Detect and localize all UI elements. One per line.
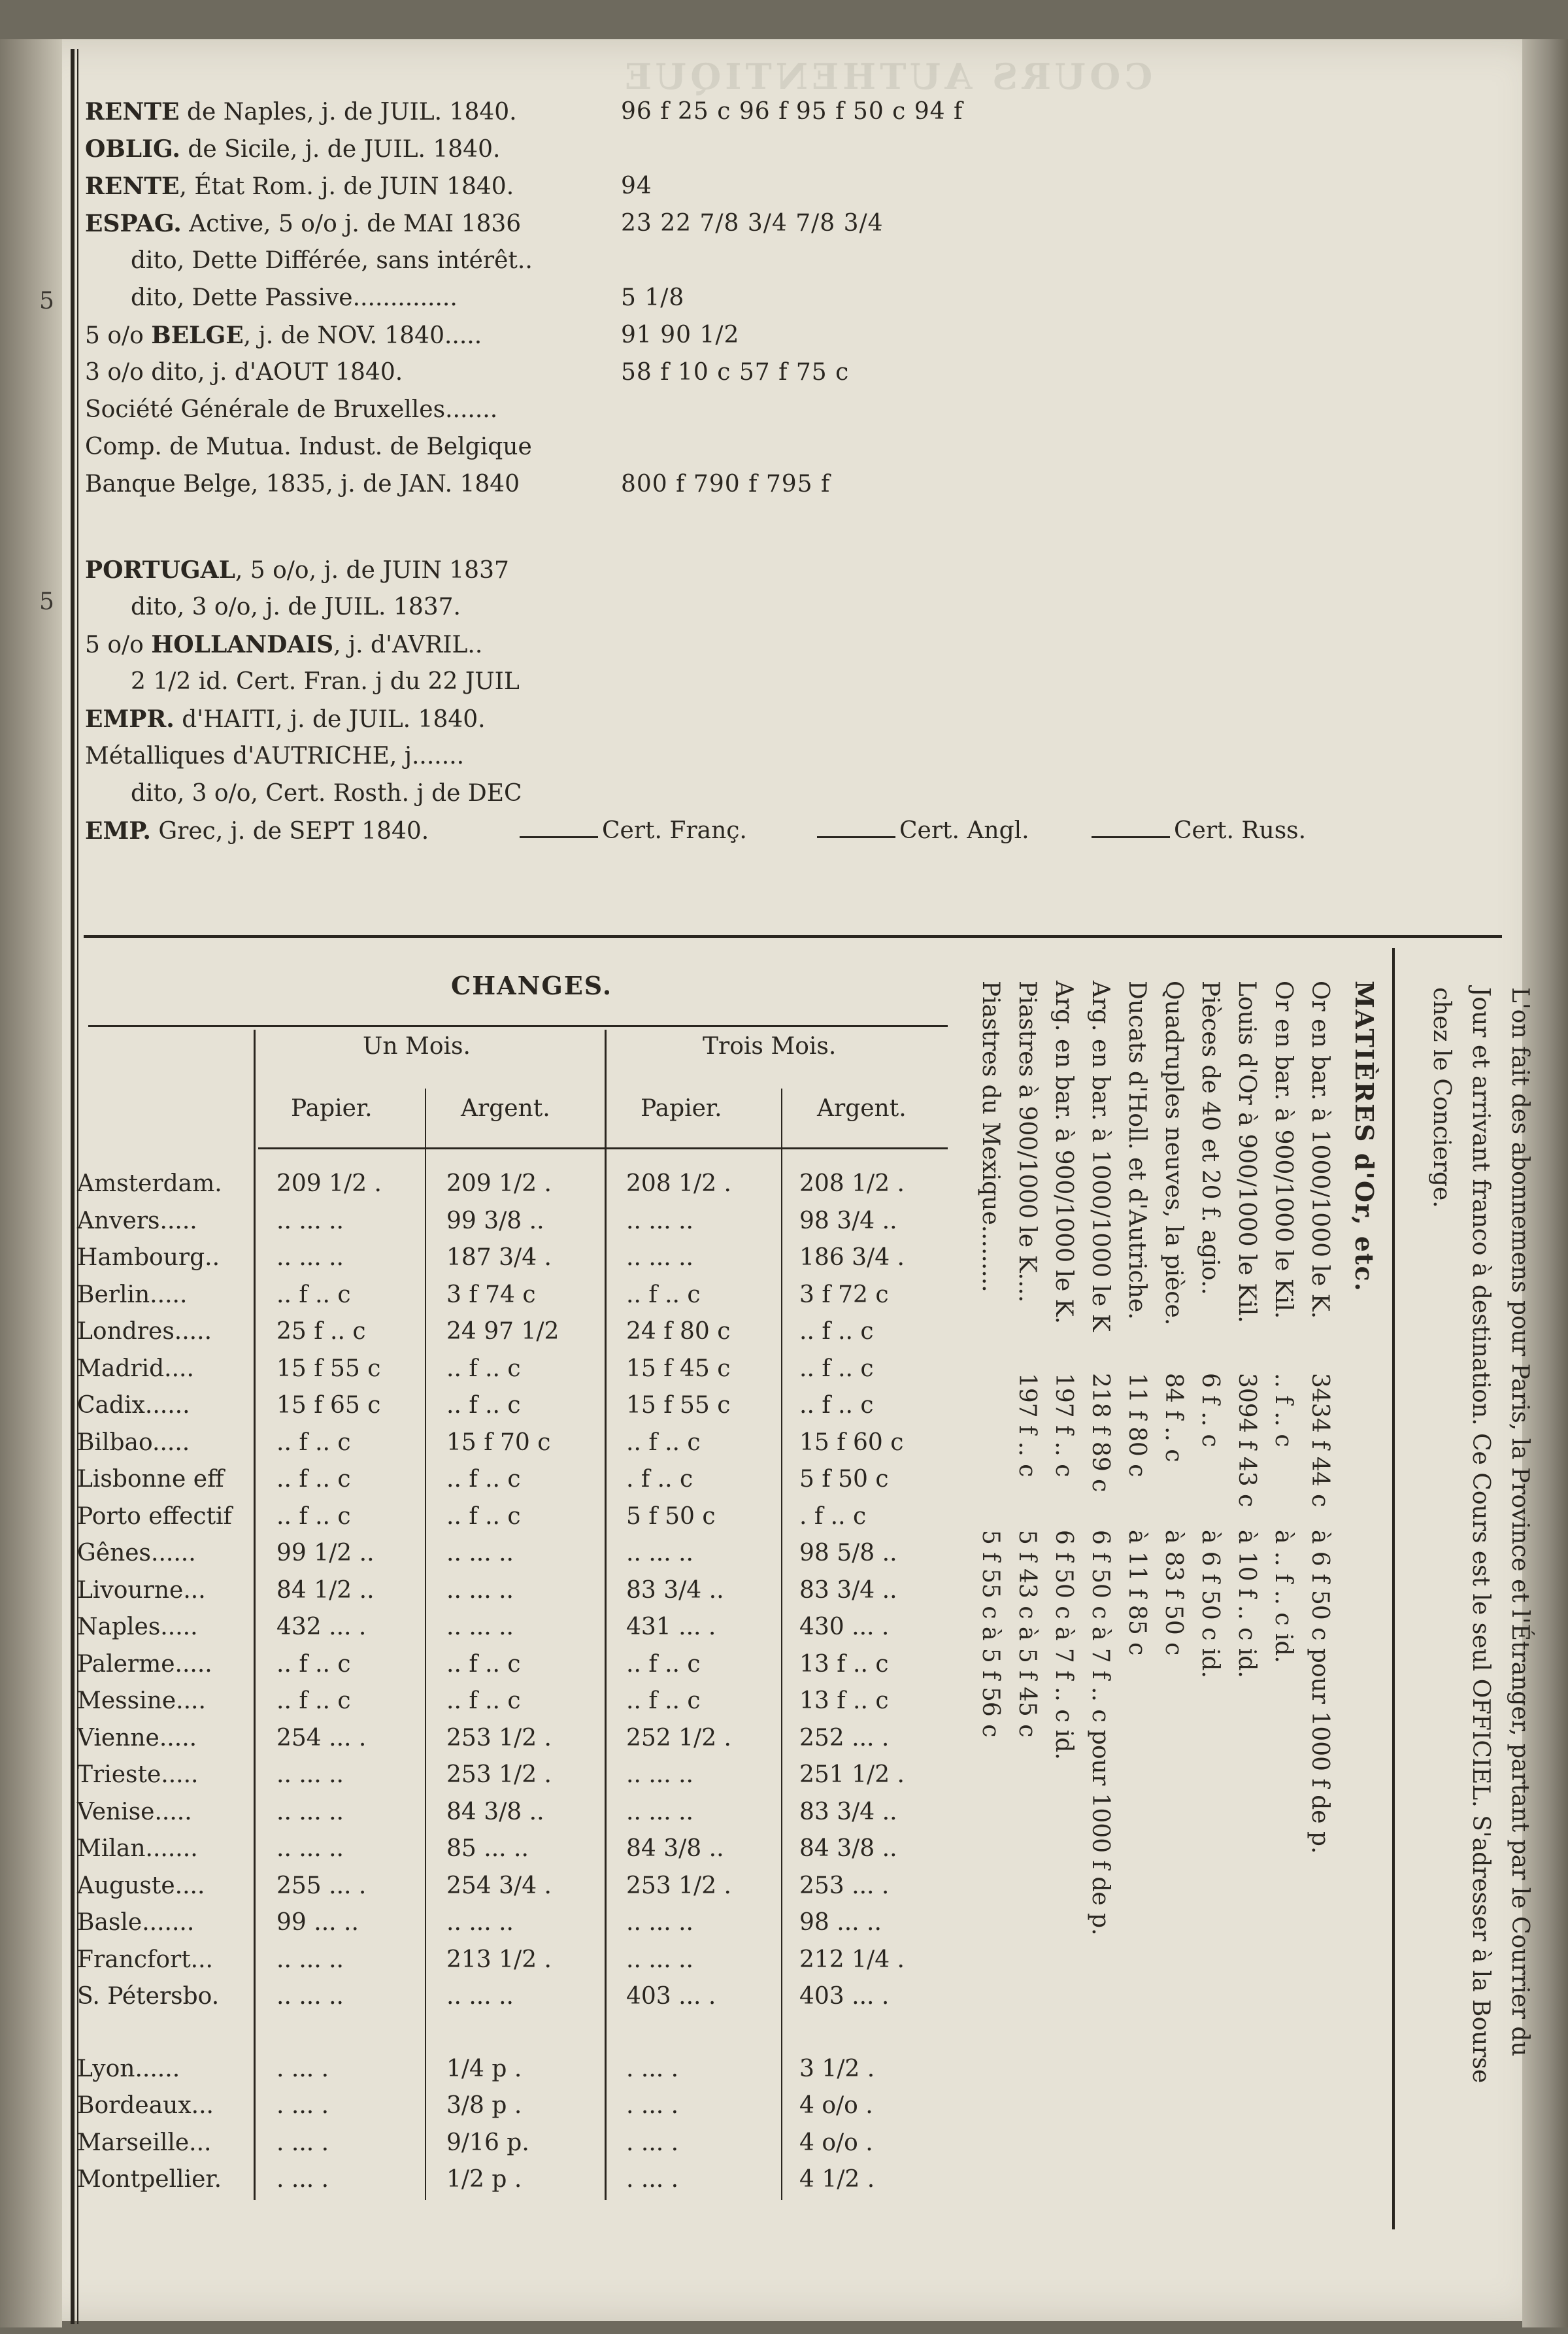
city-name: Amsterdam. <box>77 1170 222 1197</box>
matieres-right-rule <box>1392 948 1395 2229</box>
papier-3m: . f .. c <box>626 1466 693 1493</box>
papier-3m: 84 3/8 .. <box>626 1835 724 1862</box>
argent-1m: 99 3/8 .. <box>446 1207 544 1234</box>
binding-fragment: 5 <box>39 288 54 314</box>
argent-1m: 85 ... .. <box>446 1835 529 1862</box>
left-rule <box>71 49 75 2324</box>
city-name: Gênes...... <box>77 1540 196 1566</box>
quote-value: 5 1/8 <box>621 284 685 311</box>
changes-row <box>77 1429 1005 1466</box>
city-name: Bordeaux... <box>77 2092 214 2119</box>
changes-subheader-rule <box>258 1147 948 1149</box>
papier-3m: . ... . <box>626 2166 679 2193</box>
papier-1m: .. f .. c <box>276 1650 351 1678</box>
blank-line <box>817 818 895 838</box>
papier-3m: 403 ... . <box>626 1983 716 2010</box>
spacer <box>85 508 1261 556</box>
matiere-prime: à 6 f 50 c id. <box>1197 1530 1224 1678</box>
papier-1m: 99 ... .. <box>276 1909 359 1936</box>
papier-1m: .. f .. c <box>276 1502 351 1530</box>
quote-row <box>85 556 1261 594</box>
quote-row <box>85 743 1261 780</box>
papier-3m: .. ... .. <box>626 1540 693 1566</box>
papier-1m: 255 ... . <box>276 1872 367 1899</box>
quote-row <box>85 433 1261 471</box>
section-rule <box>84 935 1502 938</box>
argent-1m: .. f .. c <box>446 1355 521 1382</box>
argent-3m: 403 ... . <box>799 1983 890 2010</box>
argent-3m: 3 f 72 c <box>799 1281 889 1308</box>
quote-value: 91 90 1/2 <box>621 322 740 348</box>
changes-row <box>77 1466 1005 1503</box>
argent-1m: 24 97 1/2 <box>446 1318 559 1345</box>
argent-3m: 13 f .. c <box>799 1650 889 1678</box>
matiere-price: 197 f .. c <box>1050 1373 1077 1478</box>
changes-row <box>77 1540 1005 1577</box>
papier-1m: 209 1/2 . <box>276 1170 382 1197</box>
city-name: Trieste..... <box>77 1761 199 1788</box>
matiere-price: 218 f 89 c <box>1087 1373 1114 1493</box>
quote-label: 5 o/o BELGE, j. de NOV. 1840..... <box>85 322 482 349</box>
papier-1m: .. ... .. <box>276 1244 344 1271</box>
matiere-prime: 5 f 55 c à 5 f 56 c <box>977 1530 1004 1738</box>
city-name: Anvers..... <box>77 1207 197 1234</box>
changes-row <box>77 1503 1005 1540</box>
cert-russ <box>1092 817 1306 844</box>
changes-row <box>77 2166 1005 2203</box>
quote-row <box>85 471 1261 508</box>
argent-1m: 254 3/4 . <box>446 1872 552 1899</box>
changes-row <box>77 1983 1005 2020</box>
argent-3m: 4 o/o . <box>799 2092 873 2119</box>
quote-label: dito, Dette Passive.............. <box>131 284 458 311</box>
argent-1m: .. ... .. <box>446 1983 514 2010</box>
note-line-3: chez le Concierge. <box>1428 987 1455 1208</box>
matiere-prime: 5 f 43 c à 5 f 45 c <box>1014 1530 1041 1738</box>
papier-3m: .. ... .. <box>626 1946 693 1973</box>
argent-3m: 4 o/o . <box>799 2129 873 2156</box>
argent-1m: 3/8 p . <box>446 2092 522 2119</box>
quote-label: EMP. Grec, j. de SEPT 1840. <box>85 817 429 845</box>
matiere-price: 11 f 80 c <box>1124 1373 1150 1478</box>
argent-3m: 186 3/4 . <box>799 1244 905 1271</box>
argent-1m: 1/2 p . <box>446 2166 522 2193</box>
matiere-price: 6 f .. c <box>1197 1373 1224 1447</box>
papier-1m: 432 ... . <box>276 1614 367 1640</box>
argent-1m: 213 1/2 . <box>446 1946 552 1973</box>
papier-3m: 252 1/2 . <box>626 1724 731 1751</box>
quote-row <box>85 284 1261 322</box>
quote-label: dito, 3 o/o, j. de JUIL. 1837. <box>131 594 461 620</box>
cert-angl <box>817 817 1029 844</box>
quote-value: 23 22 7/8 3/4 7/8 3/4 <box>621 210 884 237</box>
papier-3m: 24 f 80 c <box>626 1318 731 1345</box>
matiere-name: Piastres à 900/1000 le K.... <box>1014 981 1041 1303</box>
quote-row <box>85 594 1261 631</box>
matiere-prime: à 10 f .. c id. <box>1233 1530 1260 1678</box>
changes-table <box>77 1170 1005 2203</box>
changes-row <box>77 1281 1005 1319</box>
matiere-name: Arg. en bar. à 1000/1000 le K <box>1087 981 1114 1332</box>
papier-3m: .. ... .. <box>626 1798 693 1825</box>
argent-3m: 5 f 50 c <box>799 1466 889 1493</box>
city-name: S. Pétersbo. <box>77 1983 220 2010</box>
city-name: Messine.... <box>77 1687 206 1714</box>
matiere-name: Ducats d'Holl. et d'Autriche. <box>1124 981 1150 1320</box>
papier-1m: .. f .. c <box>276 1281 351 1308</box>
papier-3m: . ... . <box>626 2129 679 2156</box>
quote-label: Société Générale de Bruxelles....... <box>85 396 498 423</box>
quote-label: PORTUGAL, 5 o/o, j. de JUIN 1837 <box>85 556 509 584</box>
quote-label: EMPR. d'HAITI, j. de JUIL. 1840. <box>85 705 486 733</box>
group-un-mois: Un Mois. <box>363 1033 471 1060</box>
papier-1m: 84 1/2 .. <box>276 1576 375 1604</box>
changes-row <box>77 1872 1005 1910</box>
matiere-name: Quadruples neuves, la pièce. <box>1160 981 1187 1326</box>
argent-3m: 253 ... . <box>799 1872 890 1899</box>
argent-1m: .. ... .. <box>446 1576 514 1604</box>
argent-1m: .. ... .. <box>446 1540 514 1566</box>
argent-3m: 98 5/8 .. <box>799 1540 897 1566</box>
argent-3m: 13 f .. c <box>799 1687 889 1714</box>
changes-title: CHANGES. <box>451 971 613 1000</box>
blank-line <box>1092 818 1170 838</box>
city-name: Auguste.... <box>77 1872 205 1899</box>
matiere-name: Or en bar. à 1000/1000 le K. <box>1307 981 1333 1319</box>
argent-1m: .. f .. c <box>446 1650 521 1678</box>
city-name: Palerme..... <box>77 1650 212 1678</box>
changes-row <box>77 1170 1005 1208</box>
papier-1m: .. ... .. <box>276 1946 344 1973</box>
papier-1m: .. ... .. <box>276 1835 344 1862</box>
quote-label: 5 o/o HOLLANDAIS, j. d'AVRIL.. <box>85 631 483 658</box>
cert-russ-label: Cert. Russ. <box>1174 817 1307 844</box>
matiere-price: .. f .. c <box>1270 1373 1297 1447</box>
city-name: Vienne..... <box>77 1724 197 1751</box>
matiere-prime: 6 f 50 c à 7 f .. c id. <box>1050 1530 1077 1760</box>
matiere-price: 3094 f 43 c <box>1233 1373 1260 1508</box>
argent-3m: 15 f 60 c <box>799 1429 904 1456</box>
argent-3m: 98 ... .. <box>799 1909 882 1936</box>
quote-label: 2 1/2 id. Cert. Fran. j du 22 JUIL <box>131 668 520 695</box>
quote-label: Comp. de Mutua. Indust. de Belgique <box>85 433 532 460</box>
papier-3m: .. f .. c <box>626 1650 701 1678</box>
papier-1m: 15 f 55 c <box>276 1355 381 1382</box>
argent-3m: .. f .. c <box>799 1392 874 1419</box>
quote-label: ESPAG. Active, 5 o/o j. de MAI 1836 <box>85 210 522 237</box>
changes-row <box>77 1687 1005 1725</box>
changes-row <box>77 1725 1005 1762</box>
city-name: Porto effectif <box>77 1502 232 1530</box>
papier-3m: 83 3/4 .. <box>626 1576 724 1604</box>
matiere-price: 197 f .. c <box>1014 1373 1041 1478</box>
argent-1m: 15 f 70 c <box>446 1429 551 1456</box>
papier-3m: 15 f 55 c <box>626 1392 731 1419</box>
bleed-through-title: COURS AUTHENTIQUE <box>621 56 1153 97</box>
papier-3m: .. ... .. <box>626 1207 693 1234</box>
papier-3m: .. ... .. <box>626 1909 693 1936</box>
binding-fragment: 5 <box>39 588 54 615</box>
papier-3m: . ... . <box>626 2055 679 2082</box>
city-name: Bilbao..... <box>77 1429 190 1456</box>
argent-1m: .. f .. c <box>446 1687 521 1714</box>
papier-1m: 99 1/2 .. <box>276 1540 375 1566</box>
papier-3m: .. f .. c <box>626 1687 701 1714</box>
papier-1m: .. f .. c <box>276 1429 351 1456</box>
changes-row <box>77 1392 1005 1429</box>
changes-row <box>77 1909 1005 1946</box>
matiere-name: Louis d'Or à 900/1000 le Kil. <box>1233 981 1260 1323</box>
changes-row <box>77 1946 1005 1984</box>
changes-row <box>77 2055 1005 2093</box>
matiere-price: 3434 f 44 c <box>1307 1373 1333 1508</box>
papier-1m: 15 f 65 c <box>276 1392 381 1419</box>
argent-3m: 83 3/4 .. <box>799 1798 897 1825</box>
papier-1m: . ... . <box>276 2166 329 2193</box>
papier-1m: .. ... .. <box>276 1761 344 1788</box>
argent-1m: .. ... .. <box>446 1614 514 1640</box>
papier-1m: . ... . <box>276 2129 329 2156</box>
papier-1m: 254 ... . <box>276 1724 367 1751</box>
argent-1m: 1/4 p . <box>446 2055 522 2082</box>
papier-1m: .. f .. c <box>276 1687 351 1714</box>
matiere-prime: à 11 f 85 c <box>1124 1530 1150 1656</box>
papier-1m: . ... . <box>276 2092 329 2119</box>
papier-3m: 5 f 50 c <box>626 1502 716 1530</box>
quote-label: dito, 3 o/o, Cert. Rosth. j de DEC <box>131 780 522 807</box>
argent-3m: 84 3/8 .. <box>799 1835 897 1862</box>
city-name: Livourne... <box>77 1576 206 1604</box>
argent-3m: 252 ... . <box>799 1724 890 1751</box>
city-name: Lyon...... <box>77 2055 180 2082</box>
changes-row <box>77 1651 1005 1688</box>
quote-value: 800 f 790 f 795 f <box>621 471 831 498</box>
papier-3m: .. f .. c <box>626 1429 701 1456</box>
argent-1m: 9/16 p. <box>446 2129 529 2156</box>
quote-label: 3 o/o dito, j. d'AOUT 1840. <box>85 359 403 386</box>
argent-3m: 251 1/2 . <box>799 1761 905 1788</box>
cert-franc-label: Cert. Franç. <box>602 817 747 844</box>
blank-line <box>520 818 598 838</box>
argent-1m: 253 1/2 . <box>446 1761 552 1788</box>
quote-row-grec <box>85 817 1307 854</box>
changes-header-rule <box>88 1025 948 1027</box>
papier-3m: . ... . <box>626 2092 679 2119</box>
matiere-prime: à .. f .. c id. <box>1270 1530 1297 1663</box>
papier-3m: 15 f 45 c <box>626 1355 731 1382</box>
quote-row <box>85 98 1261 135</box>
changes-row <box>77 1835 1005 1872</box>
col-papier-3: Papier. <box>641 1095 722 1122</box>
quote-label: Banque Belge, 1835, j. de JAN. 1840 <box>85 471 520 498</box>
argent-3m: .. f .. c <box>799 1355 874 1382</box>
city-name: Marseille... <box>77 2129 212 2156</box>
argent-1m: 253 1/2 . <box>446 1724 552 1751</box>
matiere-name: Or en bar. à 900/1000 le Kil. <box>1270 981 1297 1319</box>
changes-row <box>77 1799 1005 1836</box>
quote-label: Métalliques d'AUTRICHE, j....... <box>85 743 465 770</box>
group-trois-mois: Trois Mois. <box>703 1033 837 1060</box>
city-name: Berlin..... <box>77 1281 188 1308</box>
argent-1m: .. f .. c <box>446 1392 521 1419</box>
city-name: Cadix...... <box>77 1392 190 1419</box>
col-papier-1: Papier. <box>291 1095 373 1122</box>
changes-row <box>77 2129 1005 2167</box>
papier-1m: . ... . <box>276 2055 329 2082</box>
note-line-1: L'on fait des abonnemens pour Paris, la Province et l'Étranger, partant par le Courrier du <box>1507 987 1533 2057</box>
papier-3m: 208 1/2 . <box>626 1170 731 1197</box>
rentes-list <box>85 98 1307 854</box>
papier-1m: .. ... .. <box>276 1207 344 1234</box>
papier-3m: .. ... .. <box>626 1244 693 1271</box>
quote-label: dito, Dette Différée, sans intérêt.. <box>131 247 533 274</box>
city-name: Londres..... <box>77 1318 212 1345</box>
city-name: Naples..... <box>77 1614 198 1640</box>
papier-1m: .. ... .. <box>276 1798 344 1825</box>
papier-1m: 25 f .. c <box>276 1318 366 1345</box>
note-line-2: Jour et arrivant franco à destination. Ce Cours est le seul OFFICIEL. S'adresser à la Bourse <box>1467 987 1494 2084</box>
argent-1m: 3 f 74 c <box>446 1281 536 1308</box>
papier-3m: .. ... .. <box>626 1761 693 1788</box>
quote-row <box>85 780 1261 817</box>
argent-3m: 430 ... . <box>799 1614 890 1640</box>
papier-1m: .. ... .. <box>276 1983 344 2010</box>
matieres-section <box>977 981 1379 2236</box>
argent-1m: 187 3/4 . <box>446 1244 552 1271</box>
matieres-title: MATIÈRES d'Or, etc. <box>1350 981 1379 1293</box>
papier-3m: .. f .. c <box>626 1281 701 1308</box>
changes-row <box>77 1614 1005 1651</box>
city-name: Venise..... <box>77 1798 192 1825</box>
quote-row <box>85 705 1261 743</box>
quote-label: RENTE de Naples, j. de JUIL. 1840. <box>85 98 517 126</box>
quote-value: 96 f 25 c 96 f 95 f 50 c 94 f <box>621 98 963 125</box>
quote-row <box>85 210 1261 247</box>
quote-row <box>85 322 1261 359</box>
argent-3m: 4 1/2 . <box>799 2166 875 2193</box>
argent-1m: .. ... .. <box>446 1909 514 1936</box>
papier-3m: 253 1/2 . <box>626 1872 731 1899</box>
matiere-price: 84 f .. c <box>1160 1373 1187 1463</box>
argent-3m: .. f .. c <box>799 1318 874 1345</box>
argent-1m: 209 1/2 . <box>446 1170 552 1197</box>
argent-1m: 84 3/8 .. <box>446 1798 544 1825</box>
quote-value: 58 f 10 c 57 f 75 c <box>621 359 850 386</box>
book-binding <box>0 39 62 2327</box>
cert-franc <box>520 817 747 844</box>
quote-row <box>85 247 1261 284</box>
argent-1m: .. f .. c <box>446 1466 521 1493</box>
argent-3m: 98 3/4 .. <box>799 1207 897 1234</box>
changes-row <box>77 2092 1005 2129</box>
subscription-note <box>1409 987 1539 2295</box>
city-name: Montpellier. <box>77 2166 222 2193</box>
changes-row <box>77 1318 1005 1355</box>
col-argent-3: Argent. <box>817 1095 907 1122</box>
matiere-prime: à 6 f 50 c pour 1000 f de p. <box>1307 1530 1333 1854</box>
matiere-prime: à 83 f 50 c <box>1160 1530 1187 1656</box>
argent-3m: 212 1/4 . <box>799 1946 905 1973</box>
cert-angl-label: Cert. Angl. <box>899 817 1029 844</box>
argent-1m: .. f .. c <box>446 1502 521 1530</box>
argent-3m: 208 1/2 . <box>799 1170 905 1197</box>
city-name: Madrid.... <box>77 1355 194 1382</box>
quote-value: 94 <box>621 173 652 199</box>
city-name: Hambourg.. <box>77 1244 220 1271</box>
matiere-prime: 6 f 50 c à 7 f .. c pour 1000 f de p. <box>1087 1530 1114 1936</box>
matiere-name: Pièces de 40 et 20 f. agio.. <box>1197 981 1224 1295</box>
quote-row <box>85 173 1261 210</box>
papier-1m: .. f .. c <box>276 1466 351 1493</box>
quote-row <box>85 359 1261 396</box>
changes-row <box>77 1355 1005 1393</box>
col-argent-1: Argent. <box>461 1095 550 1122</box>
quote-row <box>85 631 1261 668</box>
argent-3m: . f .. c <box>799 1502 867 1530</box>
papier-3m: 431 ... . <box>626 1614 716 1640</box>
changes-row <box>77 1761 1005 1799</box>
changes-row <box>77 1244 1005 1281</box>
city-name: Lisbonne eff <box>77 1466 224 1493</box>
changes-row <box>77 1577 1005 1614</box>
matiere-name: Arg. en bar. à 900/1000 le K. <box>1050 981 1077 1325</box>
quote-row <box>85 396 1261 433</box>
quote-row <box>85 668 1261 705</box>
quote-label: RENTE, État Rom. j. de JUIN 1840. <box>85 173 514 200</box>
matiere-name: Piastres du Mexique......... <box>977 981 1004 1293</box>
city-name: Basle....... <box>77 1909 195 1936</box>
city-name: Milan....... <box>77 1835 198 1862</box>
city-name: Francfort... <box>77 1946 214 1973</box>
argent-3m: 83 3/4 .. <box>799 1576 897 1604</box>
quote-row <box>85 135 1261 173</box>
changes-row <box>77 1208 1005 1245</box>
argent-3m: 3 1/2 . <box>799 2055 875 2082</box>
quote-label: OBLIG. de Sicile, j. de JUIL. 1840. <box>85 135 501 163</box>
